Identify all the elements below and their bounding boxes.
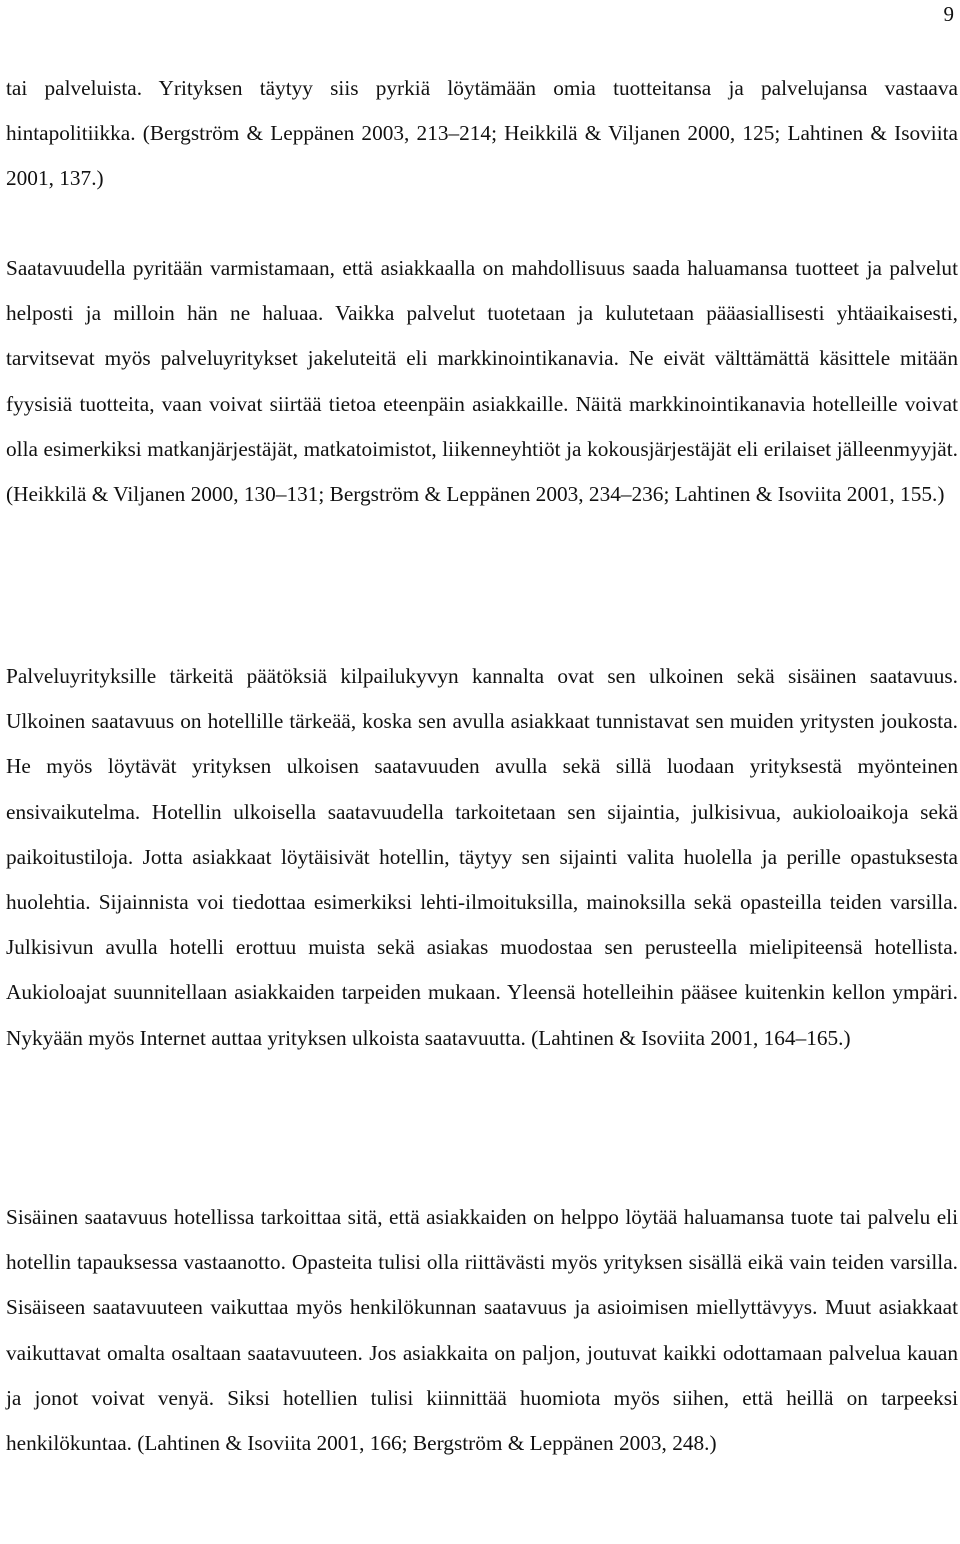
paragraph-internal-availability: Sisäinen saatavuus hotellissa tarkoittaa sitä, että asiakkaiden on helppo löytää haluamansa tuote tai palvelu eli hotellin tapauksessa vastaanotto. Opasteita tulisi olla riittävästi myös yrityksen sisällä eikä vain teiden varsilla. Sisäiseen saatavuuteen vaikuttaa myös henkilökunnan saatavuus ja asioimisen miellyttävyys. Muut asiakkaat vaikuttavat omalta osaltaan saatavuuteen. Jos asiakkaita on paljon, joutuvat kaikki odottamaan palvelua kauan ja jonot voivat venyä. Siksi hotellien tulisi kiinnittää huomiota myös siihen, että heillä on tarpeeksi henkilökuntaa. (Lahtinen & Isoviita 2001, 166; Bergström & Leppänen 2003, 248.) bbox=[6, 1205, 958, 1456]
paragraph-external-availability: Palveluyrityksille tärkeitä päätöksiä kilpailukyvyn kannalta ovat sen ulkoinen sekä sisäinen saatavuus. Ulkoinen saatavuus on hotellille tärkeää, koska sen avulla asiakkaat tunnistavat sen muiden yritysten joukosta. He myös löytävät yrityksen ulkoisen saatavuuden avulla sekä sillä luodaan yrityksestä myönteinen ensivaikutelma. Hotellin ulkoisella saatavuudella tarkoitetaan sen sijaintia, julkisivua, aukioloaikoja sekä paikoitustiloja. Jotta asiakkaat löytäisivät hotellin, täytyy sen sijainti valita huolella ja perille opastuksesta huolehtia. Sijainnista voi tiedottaa esimerkiksi lehti-ilmoituksilla, mainoksilla sekä opasteilla teiden varsilla. Julkisivun avulla hotelli erottuu muista sekä asiakas muodostaa sen perusteella mielipiteensä hotellista. Aukioloajat suunnitellaan asiakkaiden tarpeiden mukaan. Yleensä hotelleihin pääsee kuitenkin kellon ympäri. Nykyään myös Internet auttaa yrityksen ulkoista saatavuutta. (Lahtinen & Isoviita 2001, 164–165.) bbox=[6, 664, 958, 1050]
paragraph-pricing-end: tai palveluista. Yrityksen täytyy siis pyrkiä löytämään omia tuotteitansa ja palvelujansa vastaava hintapolitiikka. (Bergström & Leppänen 2003, 213–214; Heikkilä & Viljanen 2000, 125; Lahtinen & Isoviita 2001, 137.) bbox=[6, 76, 958, 191]
page-number: 9 bbox=[943, 2, 954, 26]
paragraph-availability-intro: Saatavuudella pyritään varmistamaan, että asiakkaalla on mahdollisuus saada haluamansa tuotteet ja palvelut helposti ja milloin hän ne haluaa. Vaikka palvelut tuotetaan ja kulutetaan pääasiallisesti yhtäaikaisesti, tarvitsevat myös palveluyritykset jakeluteitä eli markkinointikanavia. Ne eivät välttämättä käsittele mitään fyysisiä tuotteita, vaan voivat siirtää tietoa eteenpäin asiakkaille. Näitä markkinointikanavia hotelleille voivat olla esimerkiksi matkanjärjestäjät, matkatoimistot, liikenneyhtiöt ja kokousjärjestäjät eli erilaiset jälleenmyyjät. (Heikkilä & Viljanen 2000, 130–131; Bergström & Leppänen 2003, 234–236; Lahtinen & Isoviita 2001, 155.) bbox=[6, 256, 958, 507]
